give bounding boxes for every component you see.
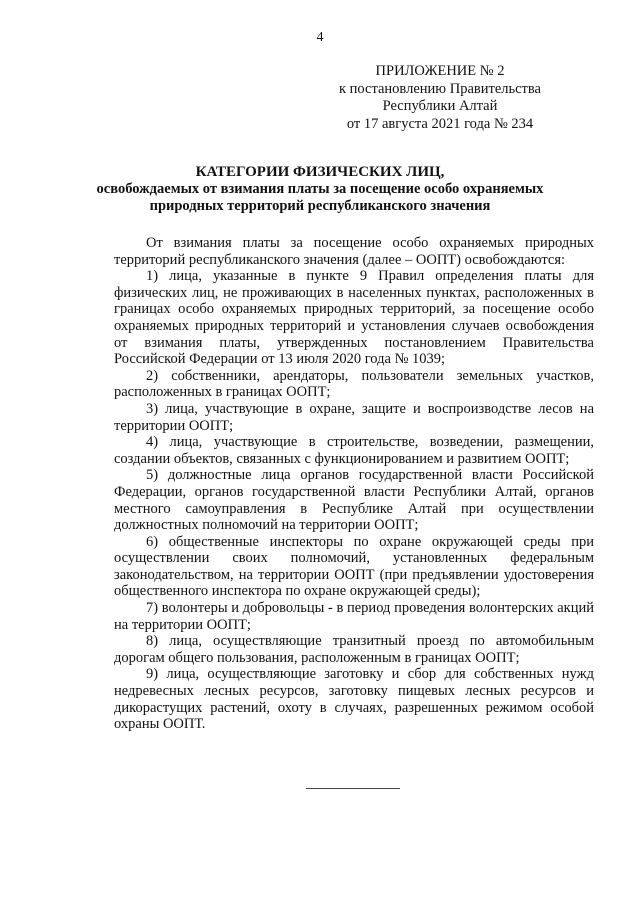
document-body <box>114 235 594 733</box>
document-heading <box>0 164 640 215</box>
intro-paragraph: От взимания платы за посещение особо охраняемых природных территорий республиканского значения (далее – ООПТ) освобождаются: <box>114 235 594 268</box>
document-subtitle-line-2: природных территорий республиканского значения <box>149 198 491 214</box>
page-number: 4 <box>316 30 324 45</box>
list-item-2: 2) собственники, арендаторы, пользователи земельных участков, расположенных в границах ООПТ; <box>114 367 594 401</box>
list-item-1: 1) лица, указанные в пункте 9 Правил определения платы для физических лиц, не проживающих в населенных пунктах, расположенных в границах особо охраняемых природных территорий, за посещение особо охраняемых природных территорий и установления случаев освобождения от взимания платы, утвержденных постановлением Правительства Российской Федерации от 13 июля 2020 года № 1039; <box>114 268 594 368</box>
document-subtitle-line-1: освобождаемых от взимания платы за посещение особо охраняемых <box>96 181 544 197</box>
list-item-5: 5) должностные лица органов государственной власти Российской Федерации, органов государственной власти Республики Алтай, органов местного самоуправления в Республике Алтай при осуществлении должностных полномочий на территории ООПТ; <box>114 467 594 534</box>
list-item-3: 3) лица, участвующие в охране, защите и воспроизводстве лесов на территории ООПТ; <box>114 400 594 434</box>
list-item-6: 6) общественные инспекторы по охране окружающей среды при осуществлении своих полномочий, установленных федеральным законодательством, на территории ООПТ (при предъявлении удостоверения общественного инспектора по охране окружающей среды); <box>114 533 594 600</box>
list-item-4: 4) лица, участвующие в строительстве, возведении, размещении, создании объектов, связанных с функционированием и развитием ООПТ; <box>114 434 594 467</box>
appendix-title: ПРИЛОЖЕНИЕ № 2 <box>375 63 505 79</box>
end-divider <box>306 788 400 789</box>
list-item-9: 9) лица, осуществляющие заготовку и сбор для собственных нужд недревесных лесных ресурсов, заготовку пищевых лесных ресурсов и дикорастущих растений, охоту в случаях, разрешенных режимом особой охраны ООПТ. <box>114 666 594 733</box>
appendix-region: Республики Алтай <box>382 98 498 114</box>
appendix-date: от 17 августа 2021 года № 234 <box>346 115 534 132</box>
document-title: КАТЕГОРИИ ФИЗИЧЕСКИХ ЛИЦ, <box>195 164 445 180</box>
list-item-7: 7) волонтеры и добровольцы - в период проведения волонтерских акций на территории ООПТ; <box>114 600 594 633</box>
appendix-reference: к постановлению Правительства <box>339 80 541 97</box>
appendix-header <box>290 63 590 133</box>
list-item-8: 8) лица, осуществляющие транзитный проезд по автомобильным дорогам общего пользования, расположенным в границах ООПТ; <box>114 633 594 666</box>
